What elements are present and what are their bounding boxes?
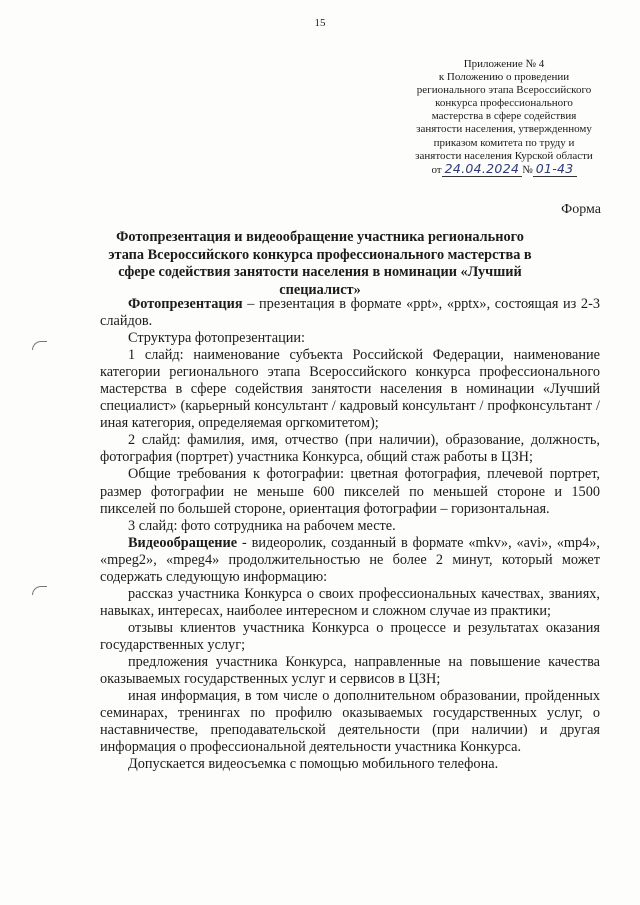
paragraph-photo (100, 296, 600, 330)
binder-hole-mark (32, 586, 47, 595)
appendix-line: мастерства в сфере содействия (431, 110, 577, 123)
paragraph-item-3: предложения участника Конкурса, направленные на повышение качества оказываемых государственных услуг и сервисов в ЦЗН; (100, 653, 600, 688)
order-line (404, 160, 604, 179)
appendix-line: к Положению о проведении (438, 71, 570, 84)
paragraph-structure: Структура фотопрезентации: (128, 330, 306, 347)
appendix-line: конкурса профессионального (435, 97, 573, 110)
appendix-line: приказом комитета по труду и (433, 136, 575, 149)
order-prefix: от (431, 163, 442, 176)
order-date: 24.04.2024 (444, 160, 520, 176)
appendix-line: занятости населения Курской области (415, 149, 593, 162)
paragraph-slide-2: 2 слайд: фамилия, имя, отчество (при наличии), образование, должность, фотография (портрет) участника Конкурса, общий стаж работы в ЦЗН; (100, 432, 600, 466)
photo-definition: – презентация в формате «ppt», «pptx», состоящая из 2-3 слайдов. (100, 296, 600, 330)
paragraph-slide-3: 3 слайд: фото сотрудника на рабочем месте. (128, 517, 396, 534)
appendix-line: Приложение № 4 (463, 58, 545, 70)
paragraph-video (100, 535, 600, 586)
photo-term: Фотопрезентация (128, 296, 243, 312)
video-definition: - видеоролик, созданный в формате «mkv», «avi», «mp4», «mpeg2», «mpeg4» продолжительностью не более 2 минут, который может содержать следующую информацию: (100, 534, 600, 585)
video-term: Видеообращение (128, 534, 238, 551)
paragraph-item-4: иная информация, в том числе о дополнительном образовании, пройденных семинарах, тренингах по профилю оказываемых государственных услуг, о наставничестве, преподавательской деятельности (при наличии) и другая информация о профессиональной деятельности участника Конкурса. (100, 688, 600, 756)
document-title: Фотопрезентация и видеообращение участника регионального этапа Всероссийского конкурса профессионального мастерства в сфере содействия занятости населения в номинации «Лучший специалист» (108, 229, 532, 298)
order-number: 01-43 (535, 160, 574, 176)
page-number: 15 (314, 17, 326, 29)
appendix-line: занятости населения, утвержденному (416, 123, 592, 136)
paragraph-mobile: Допускается видеосъемка с помощью мобильного телефона. (128, 756, 499, 773)
document-body (100, 296, 600, 773)
binder-hole-mark (32, 341, 47, 350)
paragraph-item-2: отзывы клиентов участника Конкурса о процессе и результатах оказания государственных услуг; (100, 619, 600, 653)
order-number-field (533, 160, 577, 177)
appendix-line: регионального этапа Всероссийского (416, 84, 592, 97)
appendix-header (404, 58, 604, 179)
paragraph-slide-1: 1 слайд: наименование субъекта Российской Федерации, наименование категории регионального этапа Всероссийского конкурса профессионального мастерства в сфере содействия занятости населения в номинации «Лучший специалист» (карьерный консультант / кадровый консультант / профконсультант / иная категория, определяемая оргкомитетом); (100, 347, 600, 432)
order-number-label: № (522, 163, 533, 176)
paragraph-item-1: рассказ участника Конкурса о своих профессиональных качествах, званиях, навыках, интересах, наиболее интересном и сложном случае из практики; (100, 585, 600, 619)
form-label: Форма (561, 202, 601, 217)
paragraph-photo-requirements: Общие требования к фотографии: цветная фотография, плечевой портрет, размер фотографии не меньше 600 пикселей по меньшей стороне и 1500 пикселей по большей стороне, ориентация фотографии – горизонтальная. (100, 466, 600, 517)
order-date-field (442, 160, 523, 177)
